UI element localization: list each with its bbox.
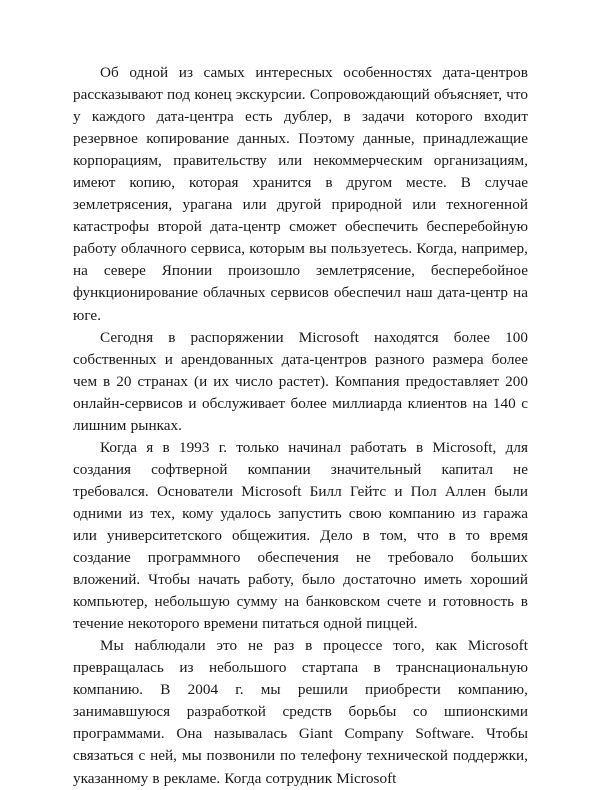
paragraph: Об одной из самых интересных особенностях дата-центров рассказывают под конец экскурсии. Сопровождающий объясняет, что у каждого дата-центра есть дублер, в задачи которого входит резервное копирование данных. Поэтому данные, принадлежащие корпорациям, правительству или некоммерческим организациям, имеют копию, которая хранится в другом месте. В случае землетрясения, урагана или другой природной или техногенной катастрофы второй дата-центр сможет обеспечить бесперебойную работу облачного сервиса, которым вы пользуетесь. Когда, например, на севере Японии произошло землетрясение, бесперебойное функционирование облачных сервисов обеспечил наш дата-центр на юге. bbox=[73, 64, 528, 324]
paragraph: Мы наблюдали это не раз в процессе того, как Microsoft превращалась из небольшого стартапа в транснациональную компанию. В 2004 г. мы решили приобрести компанию, занимавшуюся разработкой средств борьбы со шпионскими программами. Она называлась Giant Company Software. Чтобы связаться с ней, мы позвонили по телефону технической поддержки, указанному в рекламе. Когда сотрудник Microsoft bbox=[73, 637, 528, 787]
paragraph: Когда я в 1993 г. только начинал работать в Microsoft, для создания софтверной компании значительный капитал не требовался. Основатели Microsoft Билл Гейтс и Пол Аллен были одними из тех, кому удалось запустить свою компанию из гаража или университетского общежития. Дело в том, что в то время создание программного обеспечения не требовало больших вложений. Чтобы начать работу, было достаточно иметь хороший компьютер, небольшую сумму на банковском счете и готовность в течение некоторого времени питаться одной пиццей. bbox=[73, 438, 528, 633]
text-column bbox=[73, 62, 528, 790]
paragraph: Сегодня в распоряжении Microsoft находятся более 100 собственных и арендованных дата-центров разного размера более чем в 20 странах (и их число растет). Компания предоставляет 200 онлайн-сервисов и обслуживает более миллиарда клиентов на 140 с лишним рынках. bbox=[73, 328, 528, 434]
